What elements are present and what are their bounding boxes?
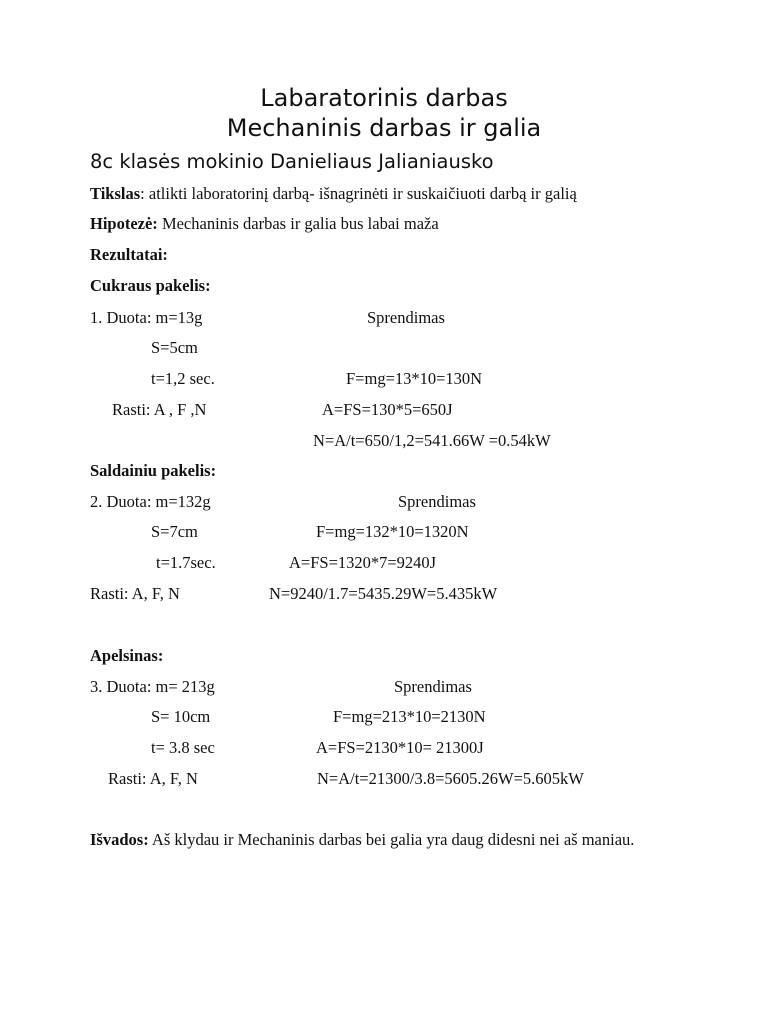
given-line: t= 3.8 sec [151, 738, 215, 757]
conclusion-paragraph [90, 830, 634, 850]
solution-title: Sprendimas [394, 677, 472, 696]
solution-line: A=FS=2130*10= 21300J [316, 738, 484, 757]
hypothesis-text: Mechaninis darbas ir galia bus labai maža [157, 214, 439, 233]
find-line: Rasti: A, F, N [90, 584, 180, 603]
goal-label: Tikslas [90, 184, 141, 203]
solution-line: N=A/t=21300/3.8=5605.26W=5.605kW [317, 769, 584, 788]
title-line-1: Labaratorinis darbas [260, 84, 508, 112]
find-line: Rasti: A, F, N [108, 769, 198, 788]
solution-line: F=mg=132*10=1320N [316, 522, 469, 541]
find-line: Rasti: A , F ,N [112, 400, 207, 419]
goal-paragraph [90, 184, 577, 204]
given-line: t=1.7sec. [156, 553, 216, 572]
section-heading: Saldainiu pakelis: [90, 461, 217, 480]
solution-line: F=mg=213*10=2130N [333, 707, 486, 726]
given-line: 2. Duota: m=132g [90, 492, 211, 511]
goal-text: : atlikti laboratorinį darbą- išnagrinėti ir suskaičiuoti darbą ir galią [140, 184, 577, 203]
solution-title: Sprendimas [398, 492, 476, 511]
title-line-2: Mechaninis darbas ir galia [226, 114, 542, 142]
solution-title: Sprendimas [367, 308, 445, 327]
conclusion-text: Aš klydau ir Mechaninis darbas bei galia yra daug didesni nei aš maniau. [148, 830, 635, 849]
hypothesis-label: Hipotezė: [90, 214, 158, 233]
conclusion-label: Išvados: [90, 830, 149, 849]
author-line: 8c klasės mokinio Danieliaus Jalianiausko [90, 150, 494, 173]
solution-line: N=9240/1.7=5435.29W=5.435kW [269, 584, 498, 603]
given-line: 3. Duota: m= 213g [90, 677, 215, 696]
solution-line: N=A/t=650/1,2=541.66W =0.54kW [313, 431, 551, 450]
solution-line: A=FS=130*5=650J [322, 400, 453, 419]
given-line: S=5cm [151, 338, 198, 357]
results-heading: Rezultatai: [90, 245, 168, 264]
section-heading: Cukraus pakelis: [90, 276, 211, 295]
solution-line: A=FS=1320*7=9240J [289, 553, 437, 572]
given-line: S= 10cm [151, 707, 211, 726]
given-line: t=1,2 sec. [151, 369, 215, 388]
given-line: S=7cm [151, 522, 198, 541]
given-line: 1. Duota: m=13g [90, 308, 203, 327]
hypothesis-paragraph [90, 214, 439, 234]
section-heading: Apelsinas: [90, 646, 164, 665]
solution-line: F=mg=13*10=130N [346, 369, 483, 388]
